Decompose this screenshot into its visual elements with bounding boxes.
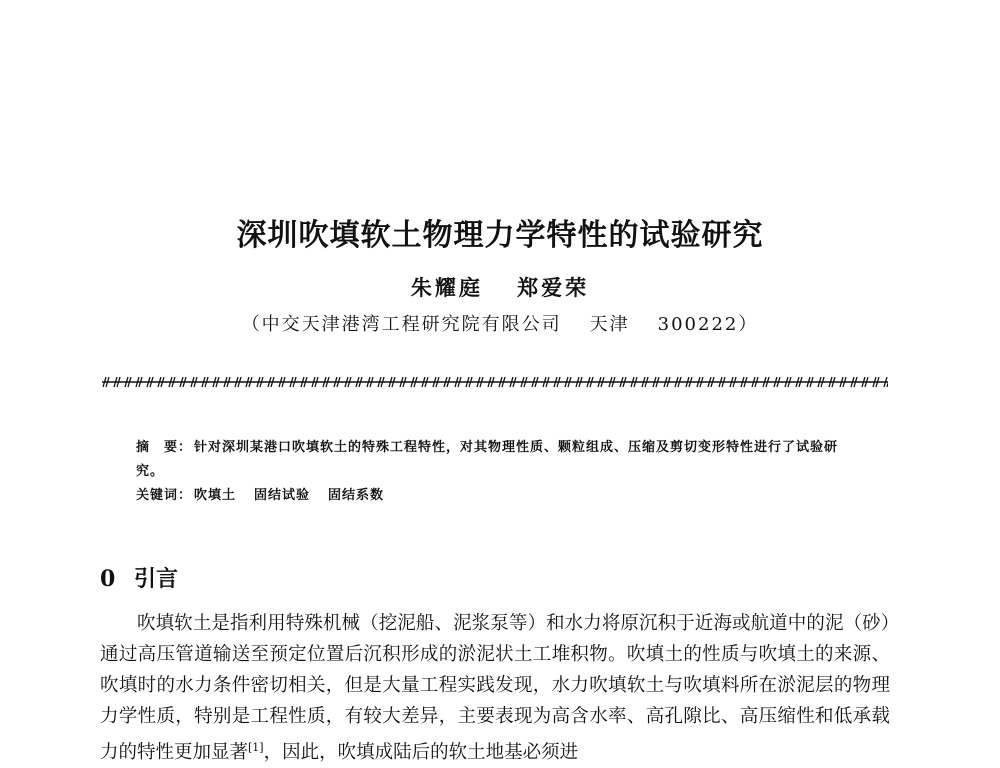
- keyword: 吹填土: [194, 488, 237, 503]
- affiliation-postcode: 300222）: [657, 314, 759, 335]
- keywords-label: 关键词：: [136, 488, 193, 503]
- keywords-line: [136, 484, 856, 508]
- author-list: [0, 272, 1000, 302]
- keyword: 固结系数: [328, 488, 385, 503]
- section-divider: [102, 375, 888, 389]
- abstract-block: [136, 436, 856, 508]
- abstract-paragraph: [136, 436, 856, 484]
- paper-title: 深圳吹填软土物理力学特性的试验研究: [236, 218, 764, 253]
- section-title: 引言: [134, 567, 179, 592]
- citation-ref: [1]: [248, 741, 264, 754]
- section-number: 0: [100, 566, 116, 592]
- body-paragraph: [100, 608, 890, 768]
- affiliation-org: （中交天津港湾工程研究院有限公司: [241, 314, 562, 335]
- affiliation: [0, 310, 1000, 336]
- body-text-continued: ，因此，吹填成陆后的软土地基必须进: [263, 742, 579, 764]
- author-name: 郑爱荣: [517, 275, 590, 300]
- author-name: 朱耀庭: [410, 275, 483, 300]
- affiliation-city: 天津: [589, 314, 630, 335]
- abstract-label: 摘 要：: [136, 440, 193, 455]
- keyword: 固结试验: [254, 488, 311, 503]
- abstract-text: 针对深圳某港口吹填软土的特殊工程特性，对其物理性质、颗粒组成、压缩及剪切变形特性进行了试验研究。: [136, 440, 839, 479]
- section-heading: [100, 562, 178, 593]
- body-text: 吹填软土是指利用特殊机械（挖泥船、泥浆泵等）和水力将原沉积于近海或航道中的泥（砂）通过高压管道输送至预定位置后沉积形成的淤泥状土工堆积物。吹填土的性质与吹填土的来源、吹填时的水力条件密切相关，但是大量工程实践发现，水力吹填软土与吹填料所在淤泥层的物理力学性质，特别是工程性质，有较大差异，主要表现为高含水率、高孔隙比、高压缩性和低承载力的特性更加显著: [100, 613, 890, 764]
